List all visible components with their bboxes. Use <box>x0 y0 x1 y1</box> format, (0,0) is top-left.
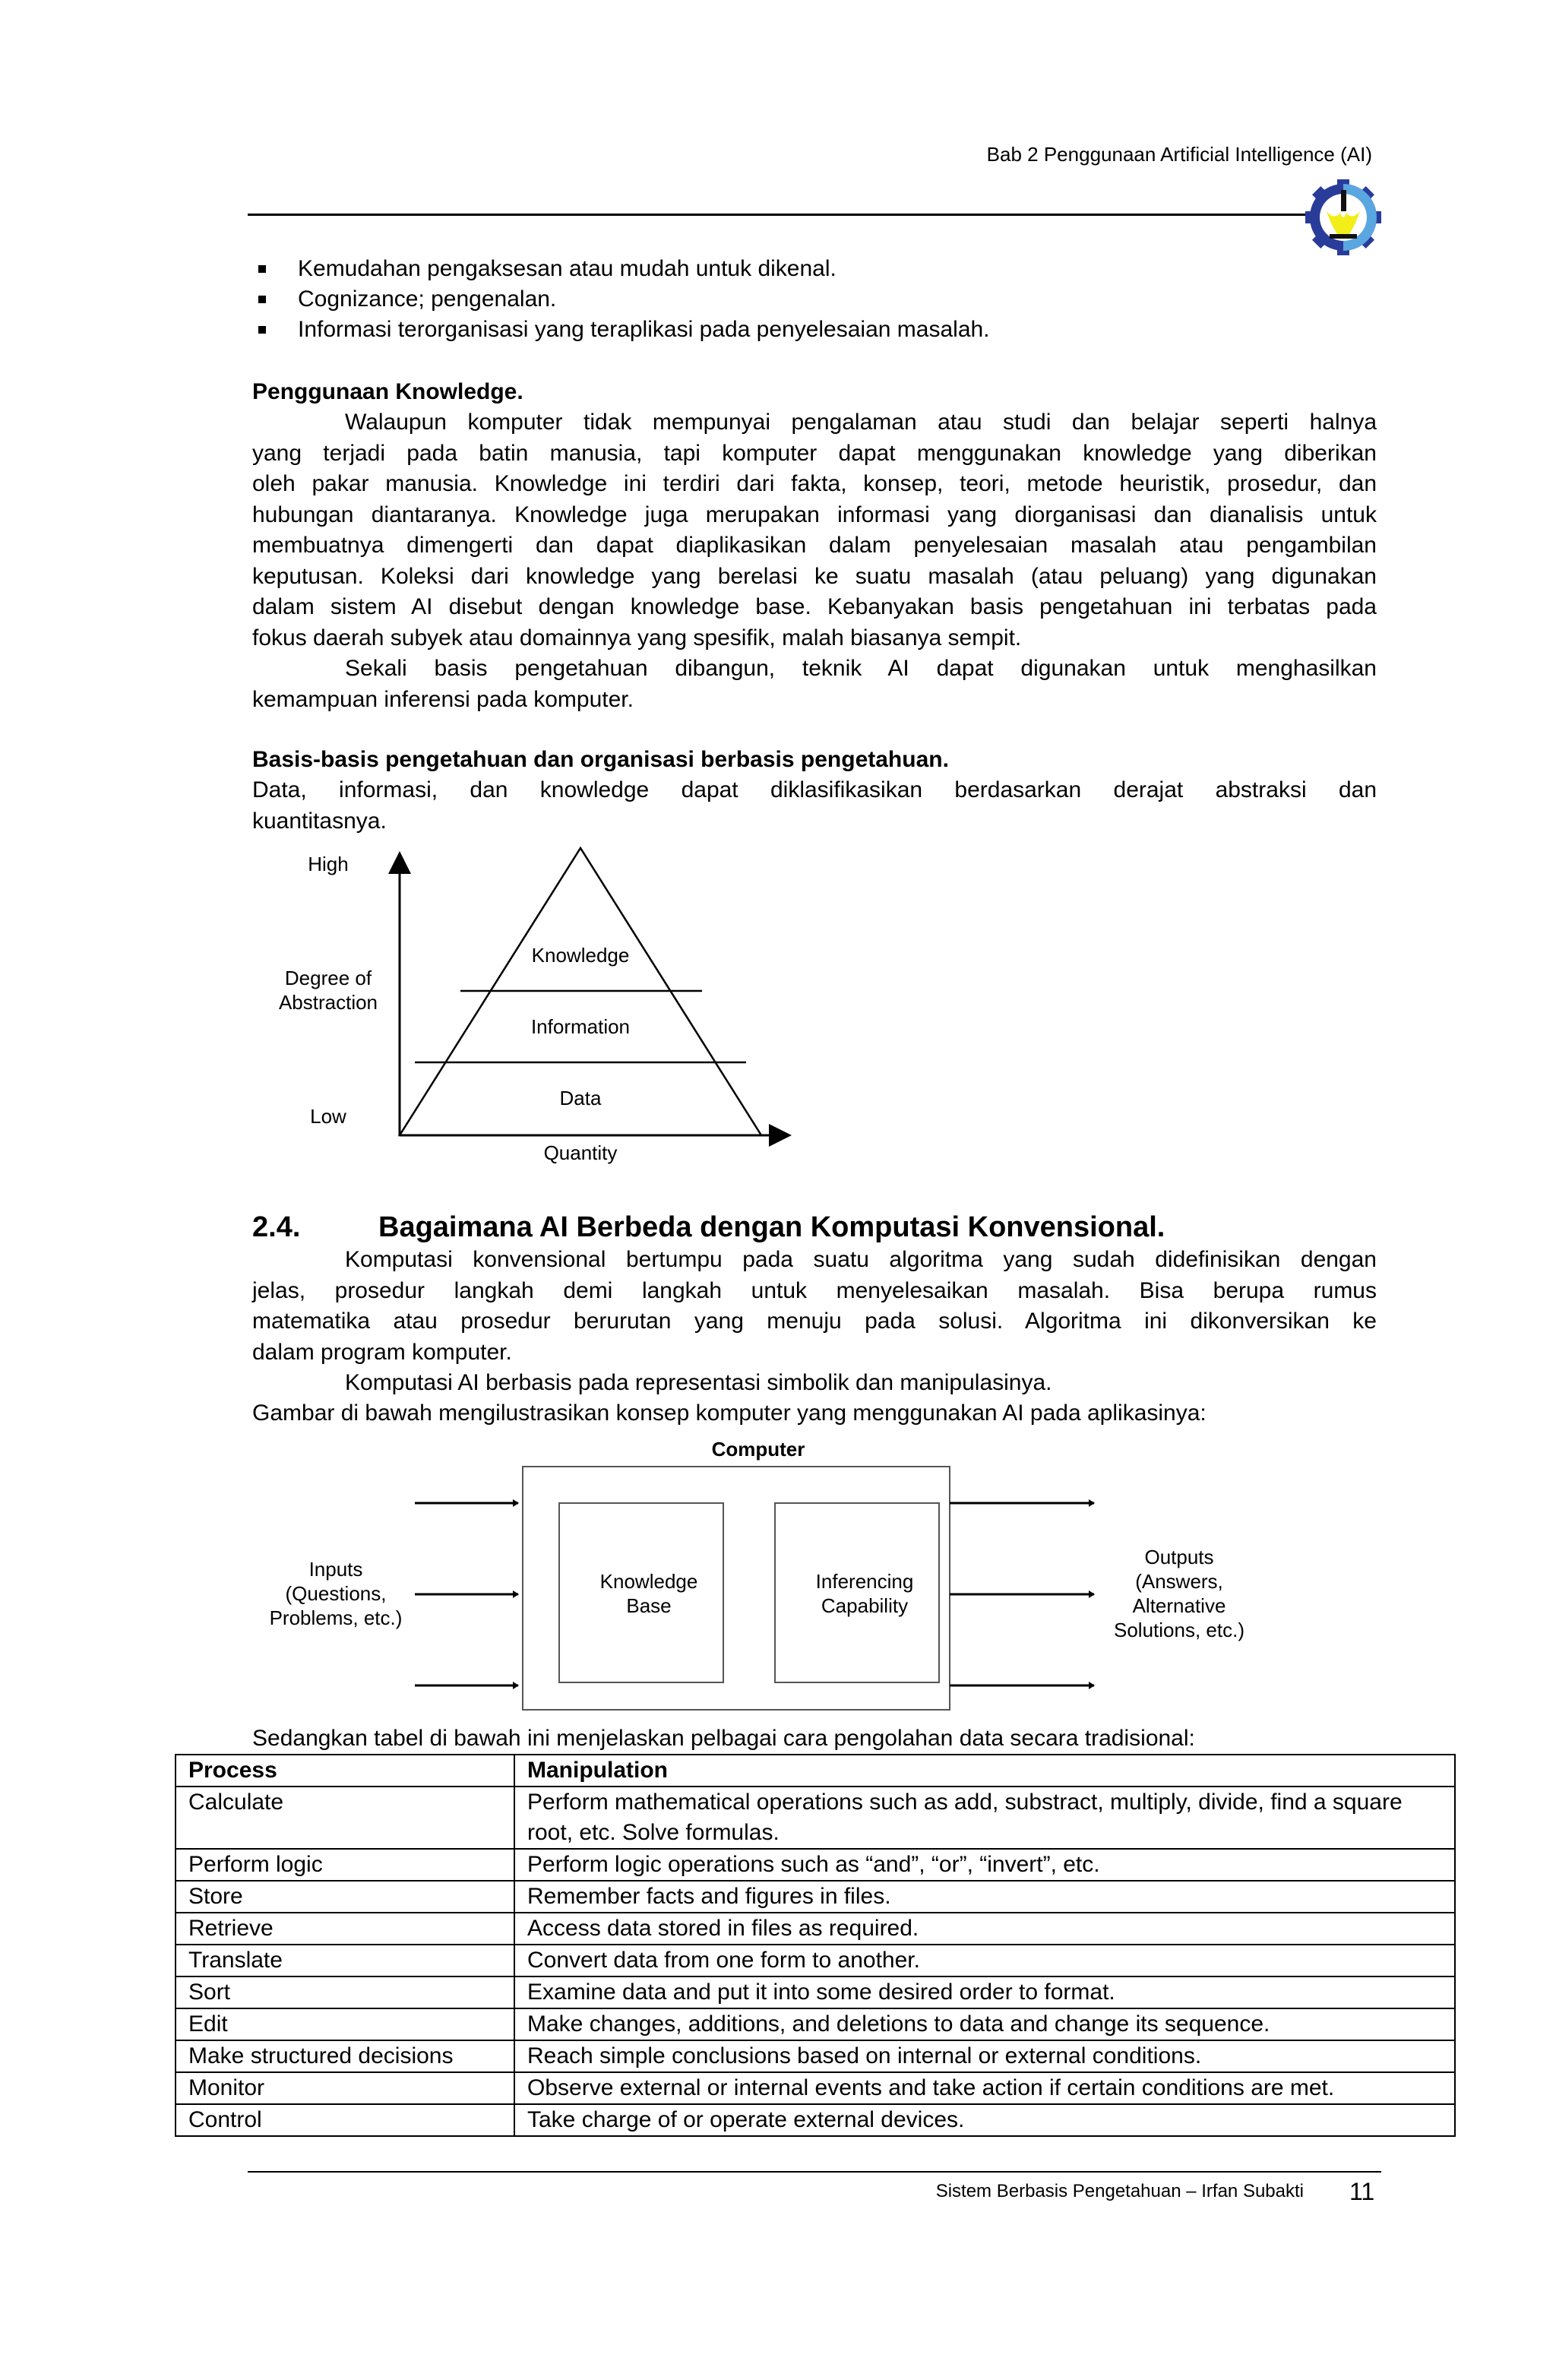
process-cell: Sort <box>176 1976 514 2008</box>
label-degree: Degree of <box>284 967 372 989</box>
paragraph-knowledge-base <box>252 654 1377 715</box>
section-title: Bagaimana AI Berbeda dengan Komputasi Konvensional. <box>378 1211 1165 1243</box>
manipulation-cell: Observe external or internal events and take action if certain conditions are met. <box>514 2072 1455 2104</box>
header-rule <box>248 214 1311 216</box>
section-number: 2.4. <box>252 1211 301 1243</box>
outputs-label: Solutions, etc.) <box>1114 1619 1244 1641</box>
label-low: Low <box>310 1105 346 1128</box>
table-row <box>176 1945 1455 1976</box>
text-line: Walaupun komputer tidak mempunyai pengalaman atau studi dan belajar seperti halnya <box>345 410 1377 435</box>
text-line: matematika atau prosedur berurutan yang menuju pada solusi. Algoritma ini dikonversikan ke <box>252 1309 1377 1334</box>
manipulation-cell: Remember facts and figures in files. <box>514 1881 1455 1913</box>
text-line: kemampuan inferensi pada komputer. <box>252 686 634 712</box>
paragraph-classification <box>252 775 1377 837</box>
text-line: Data, informasi, dan knowledge dapat diklasifikasikan berdasarkan derajat abstraksi dan <box>252 777 1377 802</box>
header-manipulation: Manipulation <box>514 1755 1455 1787</box>
text-line: Komputasi konvensional bertumpu pada suatu algoritma yang sudah didefinisikan dengan <box>345 1247 1377 1272</box>
bullet-text: Cognizance; pengenalan. <box>298 286 557 312</box>
process-cell: Make structured decisions <box>176 2040 514 2072</box>
inferencing-box <box>775 1503 939 1682</box>
data-processing-table <box>175 1754 1456 2137</box>
table-row <box>176 2008 1455 2040</box>
paragraph-ai-symbolic <box>252 1368 1377 1399</box>
text-line: Sekali basis pengetahuan dibangun, teknik AI dapat digunakan untuk menghasilkan <box>345 656 1377 681</box>
manipulation-cell: Take charge of or operate external devices. <box>514 2104 1455 2136</box>
process-cell: Retrieve <box>176 1913 514 1945</box>
footer-rule <box>248 2171 1381 2173</box>
bullet-text: Informasi terorganisasi yang teraplikasi pada penyelesaian masalah. <box>298 317 990 342</box>
manipulation-cell: Reach simple conclusions based on internal or external conditions. <box>514 2040 1455 2072</box>
paragraph-knowledge <box>252 407 1377 654</box>
page-number: 11 <box>1349 2178 1375 2205</box>
bullet-item <box>252 315 1377 345</box>
process-cell: Edit <box>176 2008 514 2040</box>
abstraction-pyramid-diagram <box>258 836 821 1178</box>
table-row <box>176 2104 1455 2136</box>
knowledge-base-label: Knowledge <box>599 1570 698 1593</box>
process-cell: Calculate <box>176 1787 514 1849</box>
manipulation-cell: Perform mathematical operations such as add, substract, multiply, divide, find a square root, etc. Solve formulas. <box>514 1787 1455 1849</box>
knowledge-base-box <box>559 1503 723 1682</box>
running-header: Bab 2 Penggunaan Artificial Intelligence (AI) <box>986 143 1372 166</box>
manipulation-cell: Convert data from one form to another. <box>514 1945 1455 1976</box>
table-row <box>176 1881 1455 1913</box>
text-line: kuantitasnya. <box>252 808 387 834</box>
paragraph-figure-intro <box>252 1398 1377 1429</box>
table-row <box>176 1787 1455 1849</box>
level-information: Information <box>530 1015 631 1038</box>
table-row <box>176 1976 1455 2008</box>
paragraph-conventional <box>252 1245 1377 1368</box>
bullet-text: Kemudahan pengaksesan atau mudah untuk dikenal. <box>298 256 837 281</box>
inputs-label: Problems, etc.) <box>269 1606 403 1629</box>
bullet-list <box>252 254 1377 345</box>
table-header-row <box>176 1755 1455 1787</box>
process-cell: Control <box>176 2104 514 2136</box>
text-line: hubungan diantaranya. Knowledge juga merupakan informasi yang diorganisasi dan dianalisis untuk <box>252 502 1377 527</box>
level-knowledge: Knowledge <box>531 944 630 967</box>
text-line: Gambar di bawah mengilustrasikan konsep komputer yang menggunakan AI pada aplikasinya: <box>252 1400 1207 1426</box>
bullet-item <box>252 284 1377 315</box>
inferencing-label: Inferencing <box>815 1570 914 1593</box>
manipulation-cell: Perform logic operations such as “and”, “or”, “invert”, etc. <box>514 1849 1455 1881</box>
text-line: Komputasi AI berbasis pada representasi simbolik dan manipulasinya. <box>345 1370 1052 1395</box>
text-line: fokus daerah subyek atau domainnya yang spesifik, malah biasanya sempit. <box>252 625 1022 650</box>
process-cell: Perform logic <box>176 1849 514 1881</box>
header-process: Process <box>176 1755 514 1787</box>
its-logo-icon <box>1304 179 1383 255</box>
label-high: High <box>308 853 349 875</box>
text-line: membuatnya dimengerti dan dapat diaplikasikan dalam penyelesaian masalah atau pengambilan <box>252 533 1377 558</box>
knowledge-base-label: Base <box>626 1594 672 1617</box>
label-quantity: Quantity <box>543 1141 618 1164</box>
manipulation-cell: Access data stored in files as required. <box>514 1913 1455 1945</box>
bullet-item <box>252 254 1377 284</box>
text-line: dalam sistem AI disebut dengan knowledge base. Kebanyakan basis pengetahuan ini terbatas pada <box>252 594 1377 619</box>
table-row <box>176 2072 1455 2104</box>
outputs-label: (Answers, <box>1135 1570 1223 1593</box>
text-line: Sedangkan tabel di bawah ini menjelaskan pelbagai cara pengolahan data secara tradisional: <box>252 1726 1195 1751</box>
bullet-square-icon <box>258 296 266 303</box>
table-row <box>176 1913 1455 1945</box>
table-row <box>176 2040 1455 2072</box>
footer-text: Sistem Berbasis Pengetahuan – Irfan Subakti <box>935 2181 1304 2201</box>
heading-knowledge-bases: Basis-basis pengetahuan dan organisasi berbasis pengetahuan. <box>252 747 949 772</box>
bullet-square-icon <box>258 326 266 334</box>
table-row <box>176 1849 1455 1881</box>
text-line: oleh pakar manusia. Knowledge ini terdiri dari fakta, konsep, teori, metode heuristik, prosedur, dan <box>252 471 1377 496</box>
inferencing-label: Capability <box>821 1594 909 1617</box>
level-data: Data <box>559 1087 602 1109</box>
text-line: dalam program komputer. <box>252 1339 512 1365</box>
text-line: keputusan. Koleksi dari knowledge yang berelasi ke suatu masalah (atau peluang) yang digunakan <box>252 563 1377 589</box>
manipulation-cell: Make changes, additions, and deletions to data and change its sequence. <box>514 2008 1455 2040</box>
paragraph-table-intro <box>252 1723 1377 1755</box>
heading-knowledge-usage: Penggunaan Knowledge. <box>252 379 523 404</box>
inputs-label: Inputs <box>308 1558 363 1581</box>
bullet-square-icon <box>258 265 266 273</box>
label-abstraction: Abstraction <box>278 991 378 1014</box>
outputs-label: Alternative <box>1132 1594 1226 1617</box>
text-line: jelas, prosedur langkah demi langkah untuk menyelesaikan masalah. Bisa berupa rumus <box>252 1277 1377 1303</box>
process-cell: Translate <box>176 1945 514 1976</box>
text-line: yang terjadi pada batin manusia, tapi komputer dapat menggunakan knowledge yang diberikan <box>252 440 1377 466</box>
computer-ai-diagram <box>251 1429 1284 1717</box>
process-cell: Store <box>176 1881 514 1913</box>
inputs-label: (Questions, <box>285 1582 387 1605</box>
outputs-label: Outputs <box>1144 1546 1214 1568</box>
computer-label: Computer <box>711 1438 805 1461</box>
manipulation-cell: Examine data and put it into some desired order to format. <box>514 1976 1455 2008</box>
process-cell: Monitor <box>176 2072 514 2104</box>
